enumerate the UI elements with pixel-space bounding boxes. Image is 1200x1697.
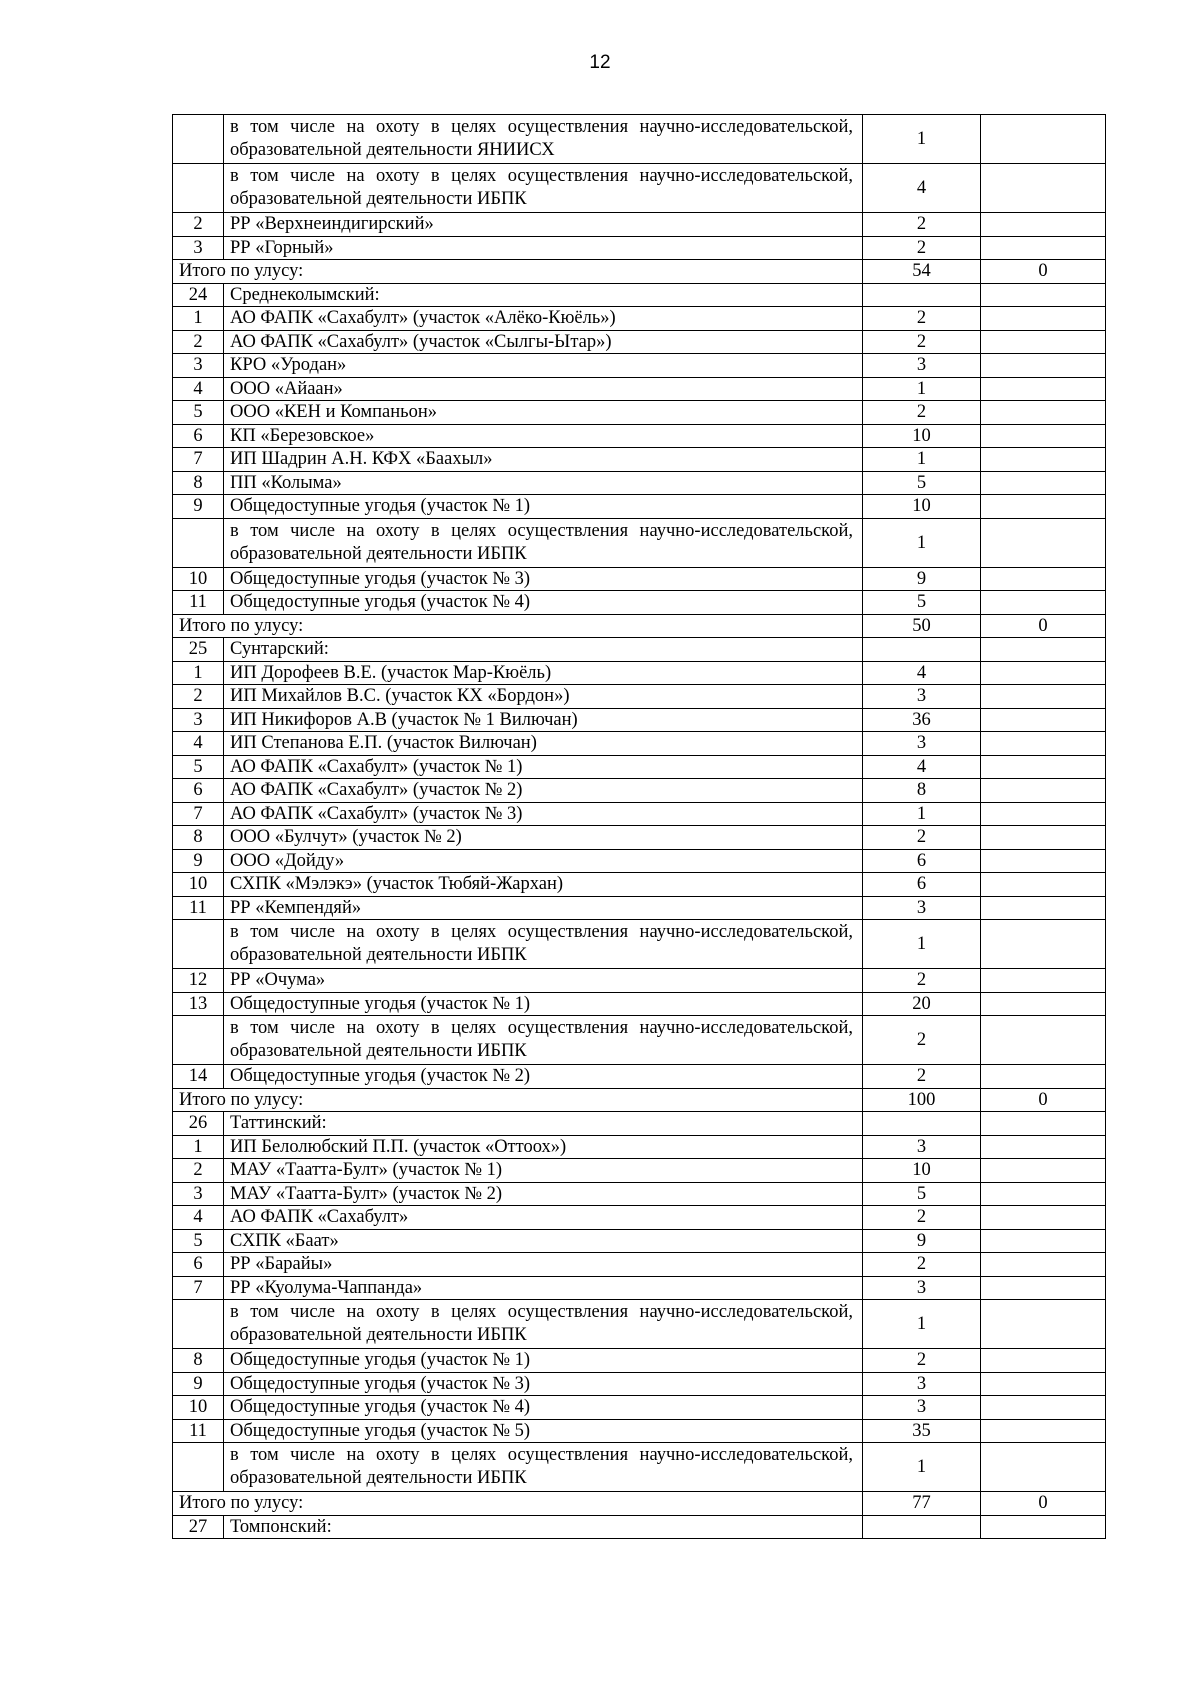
sub-row [173, 1016, 1106, 1065]
row-name: ООО «Дойду» [224, 849, 863, 873]
row-number: 6 [173, 779, 224, 803]
row-value-2 [981, 1159, 1106, 1183]
row-name: ИП Шадрин А.Н. КФХ «Баахыл» [224, 448, 863, 472]
row-value-2 [981, 1112, 1106, 1136]
row-value: 2 [863, 1016, 981, 1065]
row-name: в том числе на охоту в целях осуществления научно-исследовательской, образовательной деятельности ИБПК [224, 164, 863, 213]
table-row [173, 969, 1106, 993]
total-row [173, 1088, 1106, 1112]
row-value: 5 [863, 471, 981, 495]
row-name: Общедоступные угодья (участок № 3) [224, 567, 863, 591]
row-number: 8 [173, 826, 224, 850]
row-value: 9 [863, 567, 981, 591]
row-value-2 [981, 1206, 1106, 1230]
total-label: Итого по улусу: [173, 1492, 863, 1516]
total-value: 77 [863, 1492, 981, 1516]
row-name: Сунтарский: [224, 638, 863, 662]
row-value: 2 [863, 1065, 981, 1089]
row-name: Общедоступные угодья (участок № 2) [224, 1065, 863, 1089]
row-number: 26 [173, 1112, 224, 1136]
row-value-2 [981, 1182, 1106, 1206]
row-name: ИП Михайлов В.С. (участок КХ «Бордон») [224, 685, 863, 709]
table-row [173, 471, 1106, 495]
row-number: 24 [173, 283, 224, 307]
row-number: 2 [173, 213, 224, 237]
row-name: Томпонский: [224, 1515, 863, 1539]
row-value: 1 [863, 1300, 981, 1349]
table-row [173, 401, 1106, 425]
row-value-2 [981, 377, 1106, 401]
row-number: 7 [173, 802, 224, 826]
row-value-2 [981, 920, 1106, 969]
row-number: 6 [173, 1253, 224, 1277]
row-value-2 [981, 115, 1106, 164]
row-number: 2 [173, 685, 224, 709]
quota-table [172, 114, 1106, 1539]
row-number: 11 [173, 591, 224, 615]
row-value: 3 [863, 354, 981, 378]
row-value-2 [981, 354, 1106, 378]
row-number [173, 518, 224, 567]
row-value: 10 [863, 1159, 981, 1183]
row-value-2 [981, 685, 1106, 709]
row-value: 5 [863, 591, 981, 615]
row-value-2 [981, 1443, 1106, 1492]
table-row [173, 591, 1106, 615]
row-value-2 [981, 471, 1106, 495]
row-value-2 [981, 518, 1106, 567]
row-number: 4 [173, 1206, 224, 1230]
table-row [173, 1135, 1106, 1159]
district-row [173, 1515, 1106, 1539]
row-value-2 [981, 969, 1106, 993]
row-value [863, 1515, 981, 1539]
table-row [173, 873, 1106, 897]
row-value: 1 [863, 448, 981, 472]
row-value [863, 638, 981, 662]
row-name: Общедоступные угодья (участок № 1) [224, 992, 863, 1016]
row-value: 1 [863, 802, 981, 826]
row-number: 1 [173, 1135, 224, 1159]
row-number: 5 [173, 755, 224, 779]
row-number: 11 [173, 1419, 224, 1443]
row-name: АО ФАПК «Сахабулт» (участок «Сылгы-Ытар») [224, 330, 863, 354]
total-value: 54 [863, 260, 981, 284]
row-value: 2 [863, 307, 981, 331]
row-number: 4 [173, 377, 224, 401]
row-value-2 [981, 1135, 1106, 1159]
row-value: 3 [863, 896, 981, 920]
row-value: 3 [863, 1135, 981, 1159]
total-value: 100 [863, 1088, 981, 1112]
table-row [173, 1182, 1106, 1206]
row-value: 2 [863, 236, 981, 260]
row-number: 3 [173, 354, 224, 378]
total-value: 50 [863, 614, 981, 638]
row-name: Общедоступные угодья (участок № 1) [224, 495, 863, 519]
table-row [173, 708, 1106, 732]
total-value-2: 0 [981, 614, 1106, 638]
row-name: Общедоступные угодья (участок № 1) [224, 1349, 863, 1373]
row-name: Общедоступные угодья (участок № 5) [224, 1419, 863, 1443]
row-name: РР «Кемпендяй» [224, 896, 863, 920]
row-number [173, 164, 224, 213]
row-name: ПП «Колыма» [224, 471, 863, 495]
table-row [173, 802, 1106, 826]
sub-row [173, 164, 1106, 213]
row-number: 3 [173, 1182, 224, 1206]
table-row [173, 377, 1106, 401]
row-value-2 [981, 1349, 1106, 1373]
table-row [173, 354, 1106, 378]
row-name: КРО «Уродан» [224, 354, 863, 378]
row-value-2 [981, 992, 1106, 1016]
row-name: РР «Куолума-Чаппанда» [224, 1276, 863, 1300]
row-value-2 [981, 708, 1106, 732]
total-value-2: 0 [981, 1492, 1106, 1516]
sub-row [173, 115, 1106, 164]
row-value-2 [981, 826, 1106, 850]
row-number: 7 [173, 1276, 224, 1300]
row-value: 2 [863, 826, 981, 850]
row-value: 4 [863, 661, 981, 685]
table-row [173, 1276, 1106, 1300]
row-number: 13 [173, 992, 224, 1016]
row-value: 6 [863, 849, 981, 873]
row-number: 12 [173, 969, 224, 993]
row-name: Таттинский: [224, 1112, 863, 1136]
row-name: МАУ «Таатта-Булт» (участок № 2) [224, 1182, 863, 1206]
row-name: РР «Горный» [224, 236, 863, 260]
row-number: 3 [173, 708, 224, 732]
row-name: КП «Березовское» [224, 424, 863, 448]
table-row [173, 448, 1106, 472]
row-value-2 [981, 849, 1106, 873]
row-value-2 [981, 164, 1106, 213]
row-value: 2 [863, 1349, 981, 1373]
row-value-2 [981, 1229, 1106, 1253]
table-row [173, 495, 1106, 519]
row-name: РР «Барайы» [224, 1253, 863, 1277]
row-name: МАУ «Таатта-Булт» (участок № 1) [224, 1159, 863, 1183]
row-value: 4 [863, 755, 981, 779]
row-name: в том числе на охоту в целях осуществления научно-исследовательской, образовательной деятельности ИБПК [224, 518, 863, 567]
row-value: 2 [863, 213, 981, 237]
row-value-2 [981, 1253, 1106, 1277]
total-label: Итого по улусу: [173, 260, 863, 284]
table-row [173, 1349, 1106, 1373]
district-row [173, 638, 1106, 662]
table-row [173, 1159, 1106, 1183]
row-number: 11 [173, 896, 224, 920]
sub-row [173, 518, 1106, 567]
row-value: 1 [863, 115, 981, 164]
table-row [173, 992, 1106, 1016]
row-value: 6 [863, 873, 981, 897]
row-value-2 [981, 1419, 1106, 1443]
row-number: 1 [173, 307, 224, 331]
row-value: 10 [863, 424, 981, 448]
row-name: Общедоступные угодья (участок № 3) [224, 1372, 863, 1396]
total-label: Итого по улусу: [173, 1088, 863, 1112]
row-name: СХПК «Мэлэкэ» (участок Тюбяй-Жархан) [224, 873, 863, 897]
row-number [173, 1016, 224, 1065]
row-number: 1 [173, 661, 224, 685]
row-value: 3 [863, 1396, 981, 1420]
table-row [173, 849, 1106, 873]
row-number: 3 [173, 236, 224, 260]
table-row [173, 1372, 1106, 1396]
row-number: 9 [173, 1372, 224, 1396]
table-row [173, 213, 1106, 237]
row-number [173, 920, 224, 969]
table-row [173, 1065, 1106, 1089]
table-row [173, 1419, 1106, 1443]
row-number [173, 1443, 224, 1492]
table-row [173, 661, 1106, 685]
row-value-2 [981, 283, 1106, 307]
table-row [173, 755, 1106, 779]
row-name: в том числе на охоту в целях осуществления научно-исследовательской, образовательной деятельности ИБПК [224, 1443, 863, 1492]
row-number: 6 [173, 424, 224, 448]
row-name: ООО «КЕН и Компаньон» [224, 401, 863, 425]
row-name: в том числе на охоту в целях осуществления научно-исследовательской, образовательной деятельности ИБПК [224, 1016, 863, 1065]
row-value-2 [981, 1372, 1106, 1396]
row-value-2 [981, 896, 1106, 920]
row-value: 36 [863, 708, 981, 732]
row-value-2 [981, 755, 1106, 779]
row-value-2 [981, 1065, 1106, 1089]
row-value-2 [981, 307, 1106, 331]
table-row [173, 307, 1106, 331]
row-value: 3 [863, 685, 981, 709]
row-name: ИП Степанова Е.П. (участок Вилючан) [224, 732, 863, 756]
row-value-2 [981, 1515, 1106, 1539]
row-name: в том числе на охоту в целях осуществления научно-исследовательской, образовательной деятельности ИБПК [224, 920, 863, 969]
row-name: в том числе на охоту в целях осуществления научно-исследовательской, образовательной деятельности ЯНИИСХ [224, 115, 863, 164]
row-name: АО ФАПК «Сахабулт» [224, 1206, 863, 1230]
row-number: 27 [173, 1515, 224, 1539]
row-name: АО ФАПК «Сахабулт» (участок № 2) [224, 779, 863, 803]
row-value-2 [981, 779, 1106, 803]
district-row [173, 283, 1106, 307]
table-row [173, 1229, 1106, 1253]
row-value [863, 1112, 981, 1136]
row-value-2 [981, 401, 1106, 425]
table-row [173, 779, 1106, 803]
table-row [173, 1253, 1106, 1277]
row-value: 10 [863, 495, 981, 519]
row-value: 3 [863, 1276, 981, 1300]
row-name: АО ФАПК «Сахабулт» (участок «Алёко-Кюёль») [224, 307, 863, 331]
table-row [173, 1396, 1106, 1420]
total-row [173, 614, 1106, 638]
row-value: 5 [863, 1182, 981, 1206]
total-label: Итого по улусу: [173, 614, 863, 638]
row-value: 2 [863, 401, 981, 425]
table-row [173, 826, 1106, 850]
row-value-2 [981, 802, 1106, 826]
row-number: 2 [173, 1159, 224, 1183]
row-name: Общедоступные угодья (участок № 4) [224, 591, 863, 615]
row-number: 10 [173, 1396, 224, 1420]
row-value: 8 [863, 779, 981, 803]
row-value: 1 [863, 1443, 981, 1492]
row-name: РР «Верхнеиндигирский» [224, 213, 863, 237]
quota-table-body [173, 115, 1106, 1539]
row-value-2 [981, 448, 1106, 472]
row-number: 8 [173, 471, 224, 495]
row-number: 10 [173, 567, 224, 591]
row-name: Общедоступные угодья (участок № 4) [224, 1396, 863, 1420]
row-name: ИП Белолюбский П.П. (участок «Оттоох») [224, 1135, 863, 1159]
row-value-2 [981, 1016, 1106, 1065]
table-row [173, 896, 1106, 920]
sub-row [173, 920, 1106, 969]
row-number: 9 [173, 495, 224, 519]
row-value: 1 [863, 920, 981, 969]
row-value-2 [981, 236, 1106, 260]
row-value-2 [981, 873, 1106, 897]
row-value-2 [981, 567, 1106, 591]
row-value: 2 [863, 1206, 981, 1230]
row-name: РР «Очума» [224, 969, 863, 993]
sub-row [173, 1300, 1106, 1349]
table-row [173, 1206, 1106, 1230]
table-row [173, 236, 1106, 260]
row-value: 35 [863, 1419, 981, 1443]
row-number: 10 [173, 873, 224, 897]
row-value: 2 [863, 1253, 981, 1277]
row-number: 5 [173, 401, 224, 425]
row-number: 7 [173, 448, 224, 472]
row-value-2 [981, 330, 1106, 354]
table-row [173, 330, 1106, 354]
row-number: 25 [173, 638, 224, 662]
sub-row [173, 1443, 1106, 1492]
row-value-2 [981, 213, 1106, 237]
row-value-2 [981, 732, 1106, 756]
row-value: 1 [863, 377, 981, 401]
row-number: 4 [173, 732, 224, 756]
row-value-2 [981, 495, 1106, 519]
table-row [173, 732, 1106, 756]
row-number [173, 1300, 224, 1349]
table-row [173, 567, 1106, 591]
row-name: Среднеколымский: [224, 283, 863, 307]
row-value-2 [981, 661, 1106, 685]
row-value: 4 [863, 164, 981, 213]
total-value-2: 0 [981, 260, 1106, 284]
row-name: в том числе на охоту в целях осуществления научно-исследовательской, образовательной деятельности ИБПК [224, 1300, 863, 1349]
row-value-2 [981, 1396, 1106, 1420]
row-value: 2 [863, 969, 981, 993]
row-number: 14 [173, 1065, 224, 1089]
row-name: АО ФАПК «Сахабулт» (участок № 1) [224, 755, 863, 779]
row-name: ООО «Айаан» [224, 377, 863, 401]
row-value [863, 283, 981, 307]
total-row [173, 1492, 1106, 1516]
row-name: ИП Никифоров А.В (участок № 1 Вилючан) [224, 708, 863, 732]
row-name: ООО «Булчут» (участок № 2) [224, 826, 863, 850]
row-value-2 [981, 424, 1106, 448]
total-row [173, 260, 1106, 284]
row-value: 9 [863, 1229, 981, 1253]
row-value: 1 [863, 518, 981, 567]
row-value: 20 [863, 992, 981, 1016]
table-row [173, 424, 1106, 448]
row-name: СХПК «Баат» [224, 1229, 863, 1253]
row-number: 5 [173, 1229, 224, 1253]
row-value-2 [981, 591, 1106, 615]
row-number: 9 [173, 849, 224, 873]
row-value-2 [981, 638, 1106, 662]
row-value-2 [981, 1276, 1106, 1300]
row-value: 3 [863, 732, 981, 756]
row-number [173, 115, 224, 164]
district-row [173, 1112, 1106, 1136]
table-row [173, 685, 1106, 709]
total-value-2: 0 [981, 1088, 1106, 1112]
row-name: АО ФАПК «Сахабулт» (участок № 3) [224, 802, 863, 826]
row-number: 8 [173, 1349, 224, 1373]
row-number: 2 [173, 330, 224, 354]
row-value-2 [981, 1300, 1106, 1349]
row-value: 3 [863, 1372, 981, 1396]
row-name: ИП Дорофеев В.Е. (участок Мар-Кюёль) [224, 661, 863, 685]
page-number: 12 [589, 52, 611, 73]
row-value: 2 [863, 330, 981, 354]
